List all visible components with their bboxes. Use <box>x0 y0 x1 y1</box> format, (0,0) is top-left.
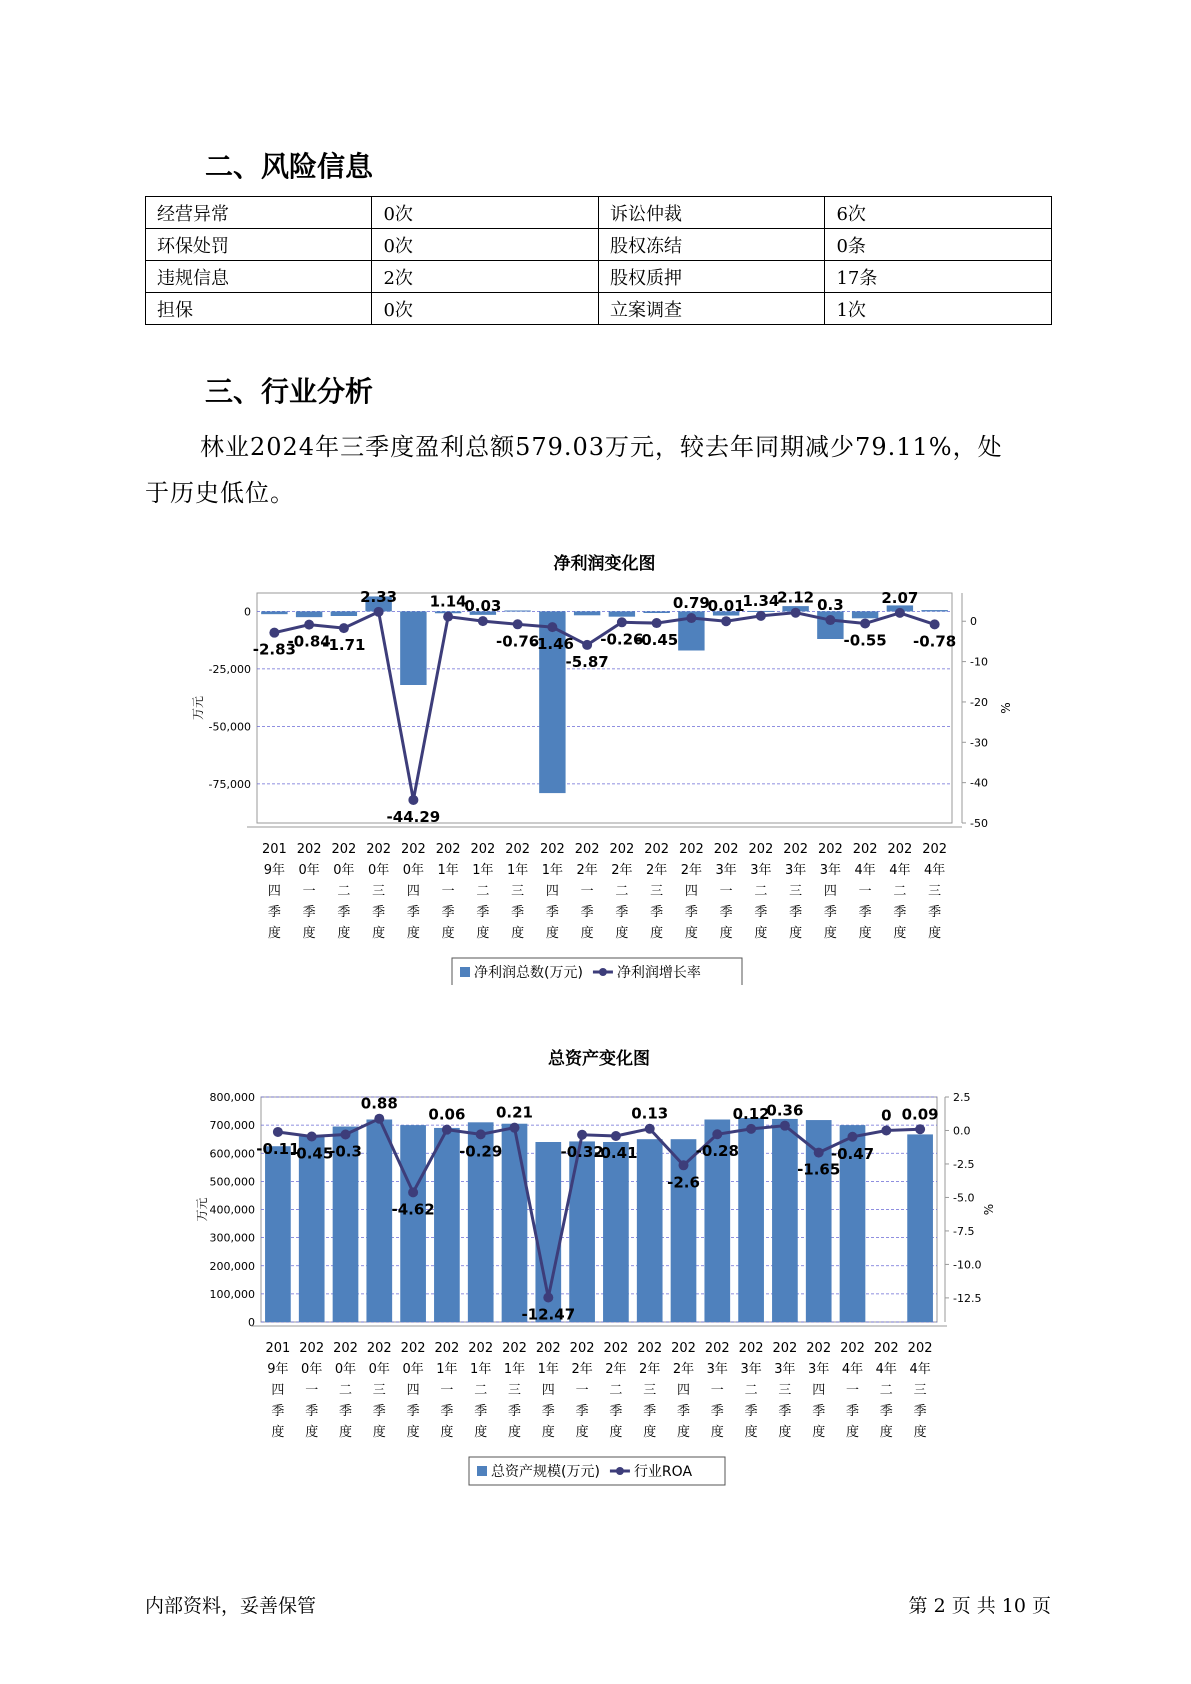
bar <box>434 1128 460 1322</box>
line-point <box>611 1131 621 1141</box>
x-tick-label: 202 0年二季度 <box>331 842 357 941</box>
data-label: -0.45 <box>635 631 679 650</box>
x-tick-label: 202 0年四季度 <box>400 1341 426 1440</box>
x-tick-label: 202 2年二季度 <box>609 842 635 941</box>
data-label: 0.01 <box>707 597 745 616</box>
line-point <box>543 1292 553 1302</box>
line-point <box>756 611 766 621</box>
x-tick-label: 202 2年一季度 <box>569 1341 595 1440</box>
legend-line-marker <box>599 968 607 976</box>
data-label: 0.03 <box>464 597 502 616</box>
y-tick-label: 0 <box>248 1316 255 1329</box>
data-label: -0.84 <box>287 632 331 651</box>
bar <box>400 1125 426 1322</box>
data-label: -0.26 <box>600 630 644 649</box>
line-point <box>814 1148 824 1158</box>
x-tick-label: 202 1年一季度 <box>435 842 461 941</box>
line-point <box>339 623 349 633</box>
bar <box>637 1139 663 1322</box>
x-tick-label: 202 1年二季度 <box>468 1341 494 1440</box>
data-label: 0.36 <box>766 1101 804 1120</box>
y2-tick-label: -5.0 <box>953 1191 975 1205</box>
data-label: 0.06 <box>428 1105 466 1124</box>
risk-label-cell: 环保处罚 <box>146 229 372 261</box>
x-tick-label: 202 3年四季度 <box>817 842 843 941</box>
y2-tick-label: 2.5 <box>953 1091 971 1104</box>
x-tick-label: 202 0年一季度 <box>299 1341 325 1440</box>
line-point <box>408 1187 418 1197</box>
bar <box>502 1124 528 1322</box>
data-label: 1.14 <box>429 592 467 611</box>
line-point <box>746 1124 756 1134</box>
x-tick-label: 202 4年二季度 <box>887 842 913 941</box>
data-label: 0.21 <box>495 1103 534 1122</box>
risk-value-cell: 6次 <box>825 197 1052 229</box>
risk-row <box>146 261 1052 293</box>
x-tick-label: 202 3年三季度 <box>772 1341 798 1440</box>
line-point <box>915 1124 925 1134</box>
legend-bar-label: 总资产规模(万元) <box>491 1464 600 1480</box>
line-point <box>780 1121 790 1131</box>
x-tick-label: 202 4年三季度 <box>907 1341 933 1440</box>
data-label: 0.3 <box>817 596 844 615</box>
bar <box>504 610 530 611</box>
x-tick-label: 202 2年一季度 <box>574 842 600 941</box>
data-label: -1.46 <box>530 635 574 654</box>
data-label: -2.6 <box>667 1173 700 1192</box>
plot-area <box>257 593 952 823</box>
legend <box>469 1457 725 1485</box>
x-tick-label: 202 2年三季度 <box>637 1341 663 1440</box>
line-point <box>547 622 557 632</box>
legend-bar-swatch <box>477 1466 487 1476</box>
data-label: 2.33 <box>360 587 398 606</box>
line-point <box>304 620 314 630</box>
line-point <box>895 608 905 618</box>
data-label: 2.12 <box>777 588 815 607</box>
bar <box>331 611 357 616</box>
footer-page-number: 第 2 页 共 10 页 <box>908 1595 1051 1617</box>
legend-bar-label: 净利润总数(万元) <box>474 965 583 981</box>
risk-value-cell: 0次 <box>372 197 598 229</box>
bar <box>296 611 322 617</box>
line-point <box>374 607 384 617</box>
x-tick-label: 202 2年四季度 <box>671 1341 696 1440</box>
line-point <box>478 616 488 626</box>
data-label: -1.65 <box>797 1160 841 1179</box>
section-title-industry: 三、行业分析 <box>205 375 374 408</box>
bar <box>852 611 878 618</box>
line-point <box>825 615 835 625</box>
x-tick-label: 202 3年三季度 <box>783 842 809 941</box>
line-point <box>848 1132 858 1142</box>
line-point <box>930 619 940 629</box>
bar <box>907 1134 933 1322</box>
x-tick-label: 202 1年四季度 <box>535 1341 561 1440</box>
y-tick-label: -25,000 <box>208 662 251 676</box>
x-tick-label: 202 1年三季度 <box>502 1341 527 1440</box>
line-point <box>577 1130 587 1140</box>
line-point <box>686 613 696 623</box>
x-tick-label: 201 9年四季度 <box>265 1341 291 1440</box>
line-point <box>652 618 662 628</box>
risk-label-cell: 违规信息 <box>146 261 372 293</box>
data-label: -0.47 <box>830 1144 875 1163</box>
y2-tick-label: -40 <box>970 776 988 790</box>
y2-tick-label: -12.5 <box>953 1291 982 1305</box>
x-tick-label: 202 2年四季度 <box>678 842 704 941</box>
data-label: -12.47 <box>521 1305 576 1324</box>
y2-tick-label: -7.5 <box>953 1224 975 1238</box>
risk-row <box>146 229 1052 261</box>
bar <box>574 611 600 615</box>
line-point <box>442 1125 452 1135</box>
line-point <box>860 618 870 628</box>
x-tick-label: 202 0年三季度 <box>366 842 392 941</box>
net-profit-chart <box>0 545 1191 985</box>
line-point <box>476 1129 486 1139</box>
x-tick-label: 202 3年二季度 <box>748 842 774 941</box>
data-label: -0.78 <box>913 632 957 651</box>
line-point <box>513 619 523 629</box>
y2-tick-label: -20 <box>970 695 988 709</box>
y-tick-label: 400,000 <box>209 1203 255 1217</box>
line-point <box>582 640 592 650</box>
bar <box>738 1118 764 1322</box>
line-point <box>443 612 453 622</box>
footer-confidential: 内部资料，妥善保管 <box>145 1595 317 1617</box>
data-label: -0.55 <box>843 631 887 650</box>
risk-label-cell: 股权冻结 <box>598 229 824 261</box>
y2-axis-label: % <box>982 1203 996 1216</box>
line-point <box>273 1127 283 1137</box>
risk-value-cell: 0次 <box>372 229 598 261</box>
line-point <box>269 628 279 638</box>
bar <box>261 611 287 614</box>
total-assets-chart <box>0 1042 1191 1492</box>
bar <box>400 611 426 685</box>
bar <box>609 611 635 616</box>
data-label: 0.79 <box>672 594 710 613</box>
legend-line-marker <box>616 1467 624 1475</box>
y-tick-label: 600,000 <box>209 1147 255 1161</box>
line-point <box>881 1125 891 1135</box>
paragraph-line-2: 于历史低位。 <box>145 479 295 507</box>
y2-axis-label: % <box>999 702 1013 714</box>
x-tick-label: 202 4年一季度 <box>840 1341 865 1440</box>
data-label: -0.11 <box>256 1139 300 1158</box>
analysis-paragraph <box>145 424 1055 516</box>
risk-label-cell: 诉讼仲裁 <box>598 197 824 229</box>
chart-title: 总资产变化图 <box>548 1049 650 1069</box>
data-label: -44.29 <box>386 807 441 826</box>
risk-label-cell: 立案调查 <box>598 293 824 325</box>
risk-value-cell: 0次 <box>372 293 598 325</box>
data-label: 0 <box>881 1106 892 1125</box>
risk-value-cell: 2次 <box>372 261 598 293</box>
risk-row <box>146 197 1052 229</box>
paragraph-line-1: 林业2024年三季度盈利总额579.03万元，较去年同期减少79.11%，处 <box>200 433 1003 461</box>
x-tick-label: 202 3年一季度 <box>704 1341 730 1440</box>
x-tick-label: 202 1年三季度 <box>505 842 531 941</box>
bar <box>603 1142 629 1322</box>
y2-tick-label: 0 <box>970 615 977 629</box>
data-label: 0.88 <box>360 1094 398 1113</box>
y2-tick-label: -30 <box>970 736 988 750</box>
bar <box>299 1136 325 1322</box>
risk-row <box>146 293 1052 325</box>
bar <box>265 1146 291 1322</box>
legend-line-label: 行业ROA <box>633 1464 693 1480</box>
legend-bar-swatch <box>460 967 470 977</box>
y-tick-label: 100,000 <box>209 1287 255 1301</box>
x-tick-label: 202 4年二季度 <box>873 1341 899 1440</box>
data-label: 0.09 <box>901 1105 939 1124</box>
y-tick-label: 500,000 <box>209 1175 255 1189</box>
legend <box>452 958 742 985</box>
data-label: 0.13 <box>631 1104 669 1123</box>
y-tick-label: -50,000 <box>208 720 251 734</box>
line-point <box>617 617 627 627</box>
data-label: -5.87 <box>565 652 609 671</box>
data-label: -0.3 <box>329 1142 362 1161</box>
legend-line-label: 净利润增长率 <box>616 965 701 981</box>
bar <box>643 611 669 613</box>
x-tick-label: 202 0年二季度 <box>333 1341 358 1440</box>
data-label: -0.41 <box>594 1143 638 1162</box>
line-point <box>408 795 418 805</box>
risk-value-cell: 17条 <box>825 261 1052 293</box>
x-tick-label: 202 1年二季度 <box>470 842 496 941</box>
y2-tick-label: -50 <box>970 817 988 830</box>
x-tick-label: 202 1年四季度 <box>539 842 565 941</box>
x-tick-label: 202 1年一季度 <box>434 1341 460 1440</box>
x-tick-label: 202 4年一季度 <box>852 842 878 941</box>
x-tick-label: 202 3年四季度 <box>806 1341 832 1440</box>
y-tick-label: 700,000 <box>209 1119 255 1133</box>
data-label: 0.12 <box>732 1104 770 1123</box>
data-label: -1.71 <box>322 636 366 655</box>
data-label: -0.29 <box>459 1142 503 1161</box>
line-point <box>645 1124 655 1134</box>
line-point <box>307 1132 317 1142</box>
bar <box>569 1141 595 1322</box>
risk-label-cell: 股权质押 <box>598 261 824 293</box>
y-tick-label: 200,000 <box>209 1259 255 1273</box>
line-point <box>791 608 801 618</box>
data-label: -0.32 <box>560 1142 604 1161</box>
line-point <box>374 1114 384 1124</box>
y-tick-label: 800,000 <box>209 1091 255 1104</box>
risk-label-cell: 经营异常 <box>146 197 372 229</box>
x-tick-label: 202 2年三季度 <box>644 842 670 941</box>
risk-table <box>145 196 1052 325</box>
x-tick-label: 202 0年三季度 <box>366 1341 392 1440</box>
x-tick-label: 202 0年四季度 <box>400 842 426 941</box>
line-point <box>510 1123 520 1133</box>
bar <box>772 1119 798 1322</box>
risk-value-cell: 0条 <box>825 229 1052 261</box>
y-axis-label: 万元 <box>195 1197 209 1222</box>
bar <box>921 610 947 611</box>
y-tick-label: 300,000 <box>209 1231 255 1245</box>
x-tick-label: 201 9年四季度 <box>261 842 287 941</box>
y-axis-label: 万元 <box>191 695 205 721</box>
data-label: -0.76 <box>496 632 540 651</box>
y2-tick-label: -2.5 <box>953 1157 975 1171</box>
x-tick-label: 202 4年三季度 <box>922 842 948 941</box>
x-tick-label: 202 2年二季度 <box>603 1341 629 1440</box>
risk-label-cell: 担保 <box>146 293 372 325</box>
data-label: 2.07 <box>881 588 919 607</box>
y2-tick-label: 0.0 <box>953 1124 971 1138</box>
x-tick-label: 202 3年一季度 <box>713 842 739 941</box>
x-tick-label: 202 0年一季度 <box>296 842 322 941</box>
chart-title: 净利润变化图 <box>553 554 656 574</box>
y2-tick-label: -10 <box>970 655 988 669</box>
y2-tick-label: -10.0 <box>953 1258 982 1272</box>
line-point <box>341 1130 351 1140</box>
y-tick-label: -75,000 <box>208 777 251 791</box>
x-tick-label: 202 3年二季度 <box>738 1341 764 1440</box>
data-label: -4.62 <box>391 1200 435 1219</box>
data-label: -0.45 <box>290 1144 334 1163</box>
line-point <box>712 1129 722 1139</box>
line-point <box>721 616 731 626</box>
bar <box>366 1120 392 1323</box>
data-label: -2.83 <box>252 640 296 659</box>
data-label: 1.34 <box>742 591 780 610</box>
y-tick-label: 0 <box>244 605 251 619</box>
risk-value-cell: 1次 <box>825 293 1052 325</box>
line-point <box>679 1160 689 1170</box>
data-label: -0.28 <box>695 1142 739 1161</box>
section-title-risk: 二、风险信息 <box>205 150 374 183</box>
